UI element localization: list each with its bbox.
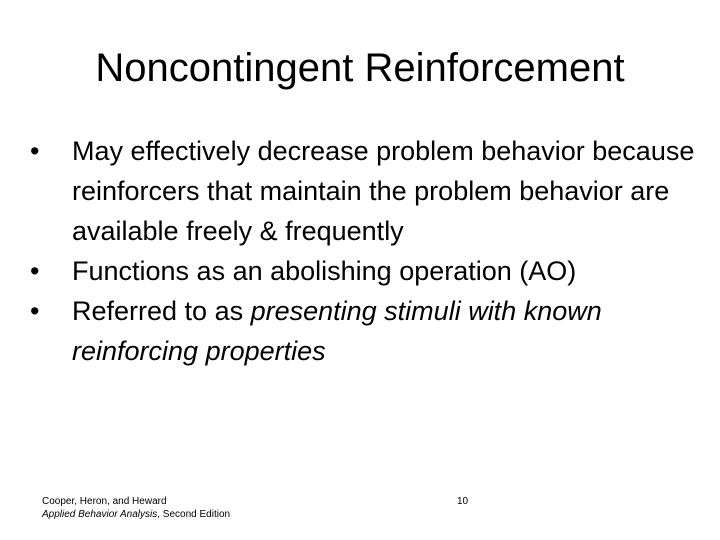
citation-book (42, 508, 230, 521)
bullet-marker: • (30, 296, 40, 326)
bullet-text-plain: Referred to as (72, 296, 251, 326)
bullet-text: Functions as an abolishing operation (AO) (72, 256, 577, 286)
bullet-text (72, 291, 700, 371)
bullet-text-italic: presenting stimuli with known reinforcing properties (72, 296, 602, 366)
footer-citation (42, 495, 230, 521)
page-number: 10 (457, 496, 469, 507)
bullet-list (30, 131, 700, 371)
slide-title: Noncontingent Reinforcement (95, 46, 625, 90)
bullet-marker: • (30, 256, 40, 286)
citation-edition: , Second Edition (157, 509, 231, 520)
bullet-text: May effectively decrease problem behavior because reinforcers that maintain the problem behavior are available freely & frequently (72, 136, 695, 246)
bullet-item (30, 251, 700, 291)
citation-book-title: Applied Behavior Analysis (42, 509, 158, 520)
bullet-item (30, 131, 700, 251)
bullet-item (30, 291, 700, 371)
citation-authors: Cooper, Heron, and Heward (42, 496, 167, 507)
bullet-marker: • (30, 136, 40, 166)
